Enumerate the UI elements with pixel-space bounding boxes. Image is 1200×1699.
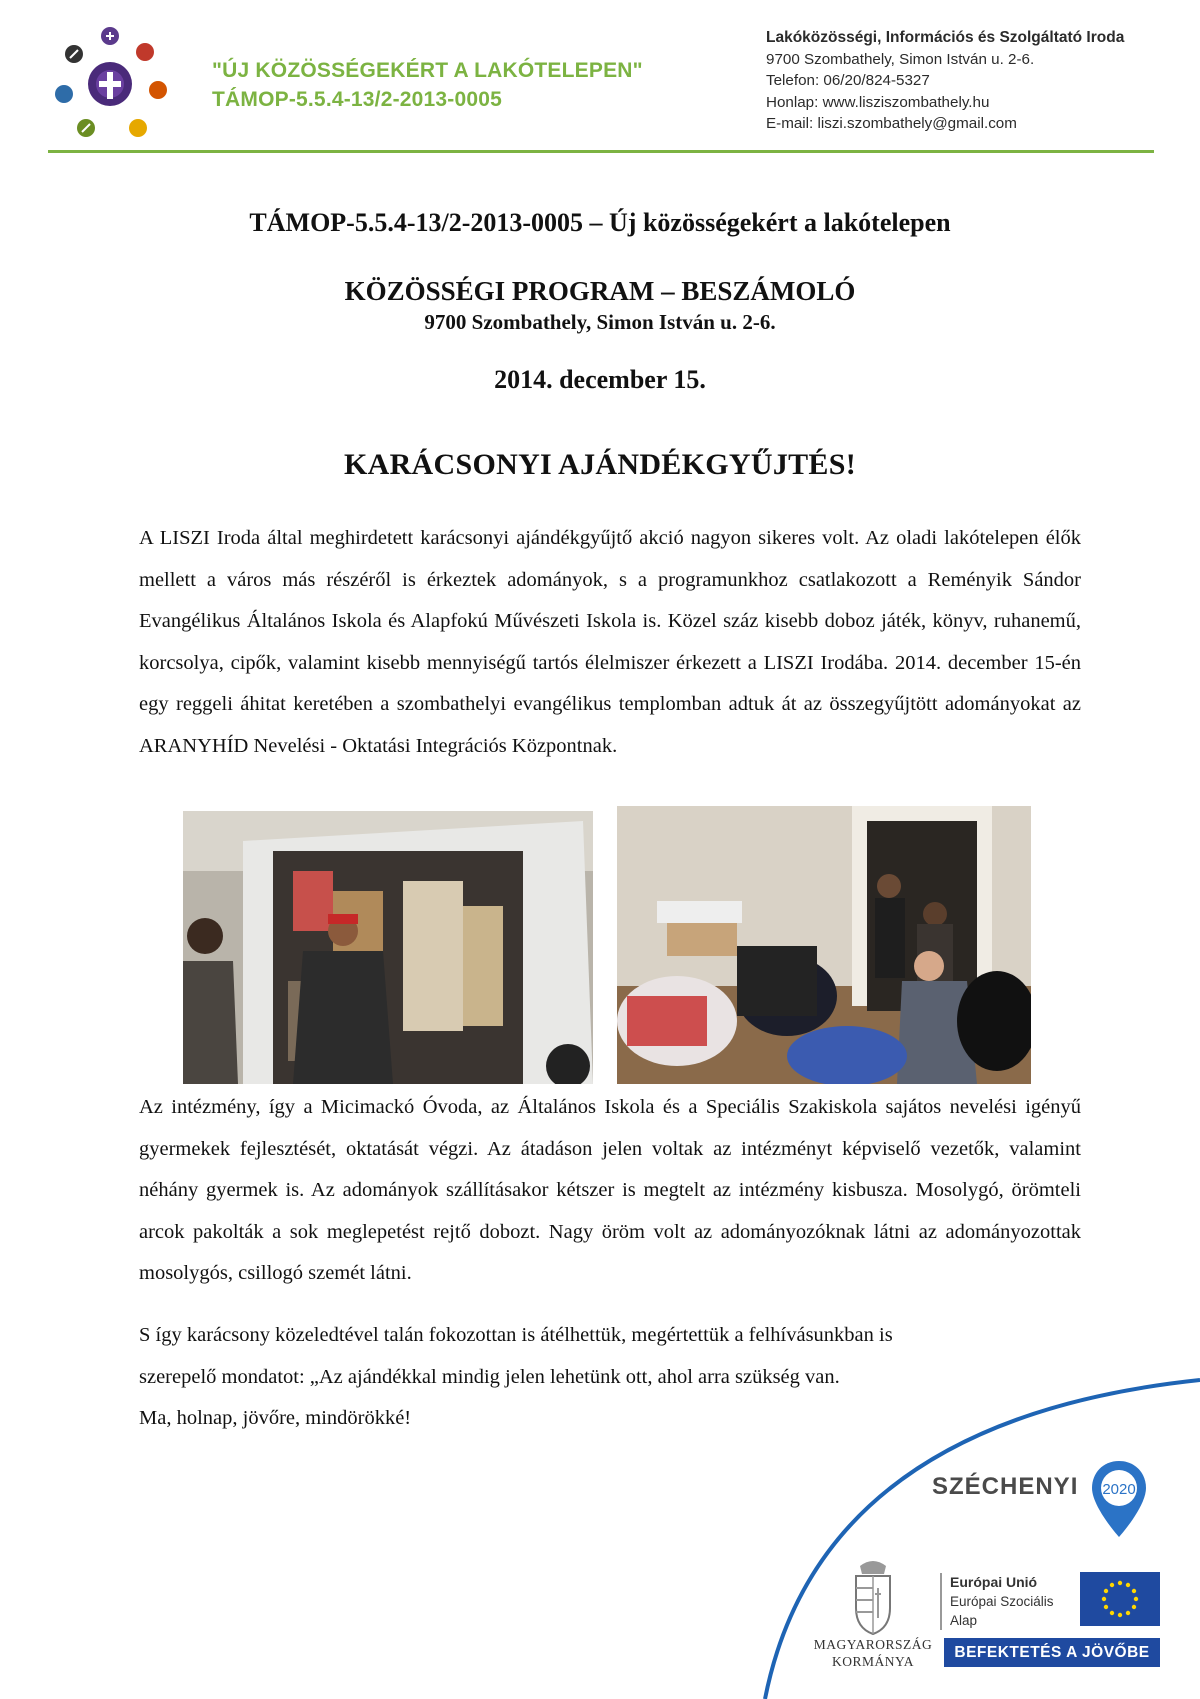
eu-line-1: Európai Unió <box>950 1574 1038 1590</box>
photo-donations-room <box>617 806 1031 1084</box>
program-title: KÖZÖSSÉGI PROGRAM – BESZÁMOLÓ <box>344 276 856 306</box>
paragraph-1: A LISZI Iroda által meghirdetett karácsonyi ajándékgyűjtő akció nagyon sikeres volt. Az oladi lakótelepen élők mellett a város más részéről is érkeztek adományok, s a programunkhoz csatlakozott a Reményik Sándor Evangélikus Általános Iskola és Alapfokú Művészeti Iskola is. Közel száz kisebb doboz játék, könyv, ruhanemű, korcsolya, cipők, valamint kisebb mennyiségű tartós élelmiszer érkezett a LISZI Irodába. 2014. december 15-én egy reggeli áhitat keretében a szombathelyi evangélikus templomban adtuk át az összegyűjtött adományokat az ARANYHÍD Nevelési - Oktatási Integrációs Központnak. <box>139 527 1081 757</box>
paragraph-2: Az intézmény, így a Micimackó Óvoda, az Általános Iskola és a Speciális Szakiskola sajátos nevelési igényű gyermekek fejlesztését, oktatását végzi. Az átadáson jelen voltak az intézményt képviselő vezetők, valamint néhány gyermek is. Az adományok szállításakor kétszer is megtelt az intézmény kisbusza. Mosolygó, örömteli arcok pakolták a sok meglepetést rejtő dobozt. Nagy öröm volt az adományozóknak látni az adományozottak mosolygós, csillogó szemét látni. <box>139 1096 1081 1285</box>
investing-future-banner: BEFEKTETÉS A JÖVŐBE <box>944 1638 1160 1667</box>
event-date: 2014. december 15. <box>494 365 706 394</box>
paragraph-3-line-1: S így karácsony közeledtével talán fokozottan is átélhettük, megértettük a felhívásunkban is <box>139 1324 893 1346</box>
government-line-2: KORMÁNYA <box>831 1654 914 1669</box>
project-title: TÁMOP-5.5.4-13/2-2013-0005 – Új közösségekért a lakótelepen <box>249 208 951 237</box>
liszi-logo <box>50 22 170 147</box>
slogan-line-2: TÁMOP-5.5.4-13/2-2013-0005 <box>212 88 503 111</box>
paragraph-3 <box>139 1315 1129 1440</box>
szechenyi-2020-logo-text: SZÉCHENYI <box>932 1473 1079 1500</box>
paragraph-3-line-2: szerepelő mondatot: „Az ajándékkal mindig jelen lehetünk ott, ahol arra szükség van. <box>139 1365 840 1388</box>
eu-line-3: Alap <box>950 1613 978 1628</box>
hungarian-government-label <box>808 1636 938 1670</box>
government-line-1: MAGYARORSZÁG <box>813 1637 933 1652</box>
contact-email[interactable]: E-mail: liszi.szombathely@gmail.com <box>766 115 1017 132</box>
event-title: KARÁCSONYI AJÁNDÉKGYŰJTÉS! <box>343 448 857 481</box>
slogan-line-1: "ÚJ KÖZÖSSÉGEKÉRT A LAKÓTELEPEN" <box>212 59 643 82</box>
contact-website[interactable]: Honlap: www.lisziszombathely.hu <box>766 93 990 111</box>
eu-fund-label <box>940 1573 1054 1630</box>
paragraph-3-line-3: Ma, holnap, jövőre, mindörökké! <box>139 1407 412 1430</box>
eu-flag-icon <box>1080 1572 1160 1626</box>
program-address: 9700 Szombathely, Simon István u. 2-6. <box>424 310 776 334</box>
szechenyi-year: 2020 <box>1102 1481 1136 1498</box>
project-slogan <box>212 56 643 114</box>
contact-block <box>766 27 1124 135</box>
eu-line-2: Európai Szociális <box>950 1594 1054 1609</box>
hungarian-coat-of-arms-icon <box>848 1558 898 1638</box>
header-divider <box>48 150 1154 153</box>
organization-name: Lakóközösségi, Információs és Szolgáltató Iroda <box>766 29 1125 46</box>
photo-van-loading <box>183 811 593 1084</box>
contact-address: 9700 Szombathely, Simon István u. 2-6. <box>766 50 1035 68</box>
szechenyi-pin-icon <box>1090 1459 1148 1539</box>
contact-phone: Telefon: 06/20/824-5327 <box>766 72 930 89</box>
